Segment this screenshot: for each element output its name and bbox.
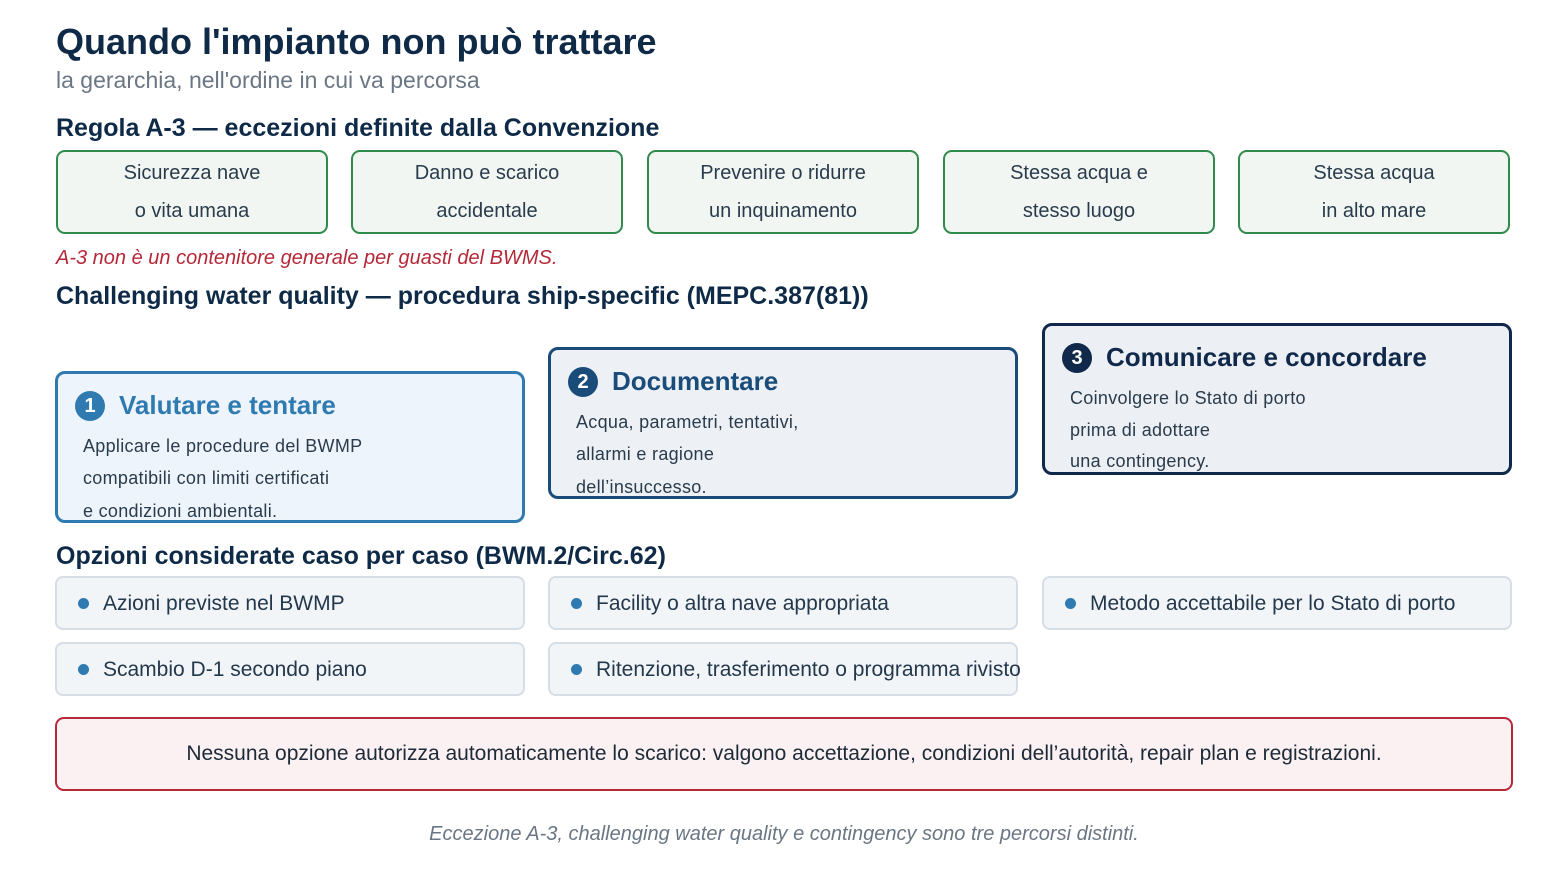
option-label: Azioni previste nel BWMP xyxy=(103,592,345,615)
step-number-badge: 1 xyxy=(75,391,105,421)
step-card-3 xyxy=(1042,323,1512,475)
page-subtitle: la gerarchia, nell'ordine in cui va percorsa xyxy=(56,67,480,93)
option-item xyxy=(55,642,525,696)
exception-box-high-seas xyxy=(1238,150,1510,234)
option-label: Scambio D-1 secondo piano xyxy=(103,658,367,681)
exception-box-accidental-damage xyxy=(351,150,623,234)
a3-warning-text: A-3 non è un contenitore generale per guasti del BWMS. xyxy=(56,247,558,269)
option-item xyxy=(548,576,1018,630)
bullet-dot-icon xyxy=(571,598,582,609)
footer-caption: Eccezione A-3, challenging water quality e contingency sono tre percorsi distinti. xyxy=(429,823,1139,845)
step-text-line: Acqua, parametri, tentativi, xyxy=(576,412,799,432)
exception-box-ship-safety xyxy=(56,150,328,234)
discharge-note-box xyxy=(55,717,1513,791)
step-text-line: e condizioni ambientali. xyxy=(83,501,278,521)
exception-line-1: Danno e scarico xyxy=(414,162,560,184)
bullet-dot-icon xyxy=(571,664,582,675)
exception-line-2: in alto mare xyxy=(1321,200,1427,222)
bullet-dot-icon xyxy=(1065,598,1076,609)
step-text-line: compatibili con limiti certificati xyxy=(83,468,330,488)
step-title: Documentare xyxy=(612,366,779,396)
option-label: Ritenzione, trasferimento o programma rivisto xyxy=(596,658,1021,681)
step-card-1 xyxy=(55,371,525,523)
section-cwq-heading: Challenging water quality — procedura ship-specific (MEPC.387(81)) xyxy=(56,282,869,310)
exception-line-1: Stessa acqua xyxy=(1313,162,1435,184)
option-item xyxy=(1042,576,1512,630)
exception-box-same-location xyxy=(943,150,1215,234)
step-number-badge: 3 xyxy=(1062,343,1092,373)
step-title: Valutare e tentare xyxy=(119,390,336,420)
option-label: Metodo accettabile per lo Stato di porto xyxy=(1090,592,1456,615)
bullet-dot-icon xyxy=(78,664,89,675)
exception-box-pollution-prevention xyxy=(647,150,919,234)
step-text-line: una contingency. xyxy=(1070,451,1210,471)
exception-line-2: un inquinamento xyxy=(709,200,857,222)
step-text-line: Coinvolgere lo Stato di porto xyxy=(1070,388,1306,408)
exception-line-1: Stessa acqua e xyxy=(1010,162,1148,184)
exception-line-1: Prevenire o ridurre xyxy=(700,162,866,184)
step-number-badge: 2 xyxy=(568,367,598,397)
page-title: Quando l'impianto non può trattare xyxy=(56,21,657,62)
step-text-line: dell’insuccesso. xyxy=(576,477,707,497)
step-title: Comunicare e concordare xyxy=(1106,342,1427,372)
step-text-line: Applicare le procedure del BWMP xyxy=(83,436,363,456)
exception-line-1: Sicurezza nave xyxy=(123,162,261,184)
step-text-line: prima di adottare xyxy=(1070,420,1211,440)
step-card-2 xyxy=(548,347,1018,499)
exception-line-2: accidentale xyxy=(436,200,538,222)
exception-line-2: stesso luogo xyxy=(1022,200,1136,222)
section-options-heading: Opzioni considerate caso per caso (BWM.2/Circ.62) xyxy=(56,542,666,570)
bullet-dot-icon xyxy=(78,598,89,609)
option-label: Facility o altra nave appropriata xyxy=(596,592,889,615)
step-text-line: allarmi e ragione xyxy=(576,444,715,464)
section-a3-heading: Regola A-3 — eccezioni definite dalla Convenzione xyxy=(56,114,660,142)
exception-line-2: o vita umana xyxy=(134,200,250,222)
option-item xyxy=(548,642,1021,696)
option-item xyxy=(55,576,525,630)
discharge-note-text: Nessuna opzione autorizza automaticamente lo scarico: valgono accettazione, condizioni dell’autorità, repair plan e registrazioni. xyxy=(186,742,1382,765)
